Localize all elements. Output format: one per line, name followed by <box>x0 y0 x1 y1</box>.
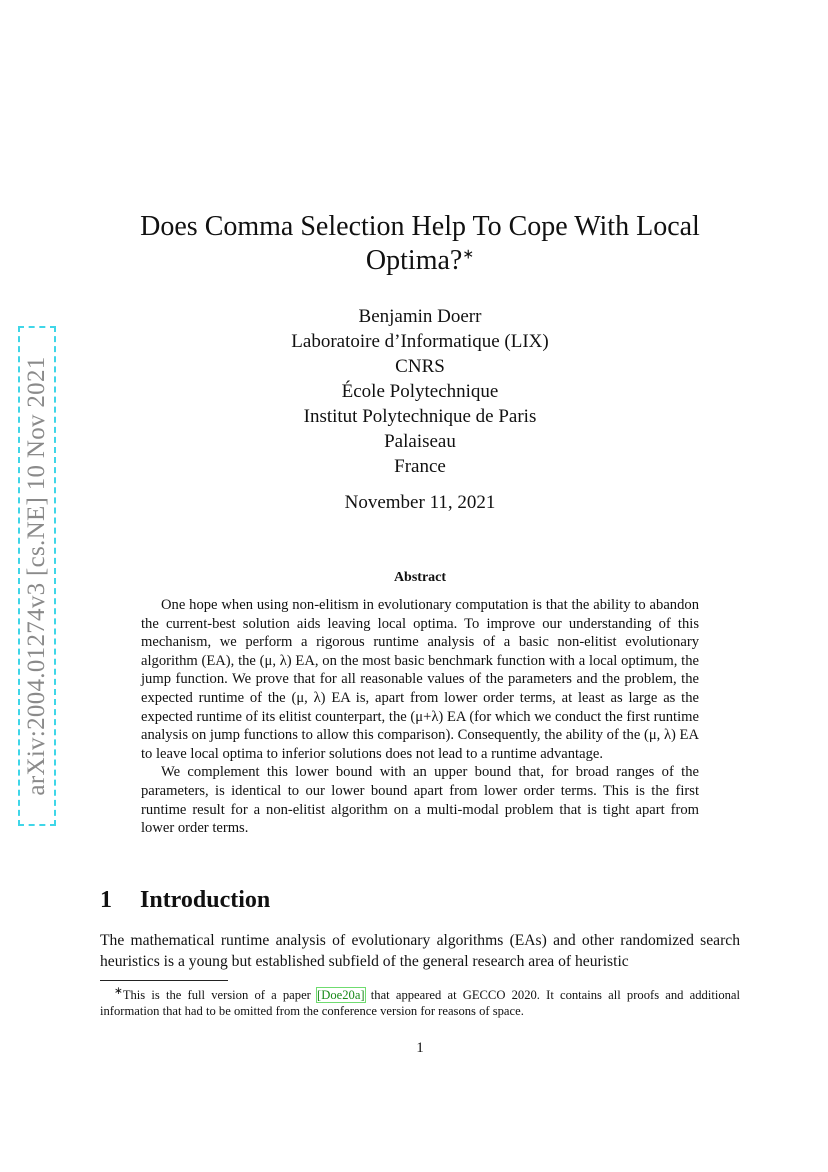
section-title: Introduction <box>140 887 271 913</box>
footnote-divider <box>100 980 228 981</box>
abstract-paragraph: We complement this lower bound with an upper bound that, for broad ranges of the parameters, is identical to our lower bound apart from lower order terms. This is the first runtime result for a non-elitist algorithm on a multi-modal problem that is tight apart from lower order terms. <box>141 764 699 837</box>
footnote-text-before: This is the full version of a paper <box>122 988 318 1003</box>
title-footnote-mark[interactable]: ∗ <box>462 247 475 263</box>
affiliation-line: École Polytechnique <box>341 381 499 402</box>
citation-link[interactable]: [Doe20a] <box>317 988 365 1003</box>
section-number: 1 <box>100 887 112 913</box>
footnote-text-after: that appeared at GECCO 2020. It contains all proofs and additional information that had to be omitted from the conference version for reasons of space. <box>100 988 740 1019</box>
author-name: Benjamin Doerr <box>358 306 482 327</box>
abstract-body <box>141 596 699 838</box>
affiliation-line: Palaiseau <box>384 431 456 452</box>
title-line-1: Does Comma Selection Help To Cope With Local <box>140 211 700 242</box>
title-line-2: Optima? <box>365 245 463 276</box>
section-heading <box>100 887 270 914</box>
footnote-mark: ∗ <box>114 986 123 997</box>
abstract-paragraph: One hope when using non-elitism in evolutionary computation is that the ability to abandon the current-best solution aids leaving local optima. To improve our understanding of this mechanism, we perform a rigorous runtime analysis of a basic non-elitist evolutionary algorithm (EA), the (μ, λ) EA, on the most basic benchmark function with a local optimum, the jump function. We prove that for all reasonable values of the parameters and the problem, the expected runtime of the (μ, λ) EA is, apart from lower order terms, at least as large as the expected runtime of its elitist counterpart, the (μ+λ) EA (for which we conduct the first runtime analysis on jump functions to allow this comparison). Consequently, the ability of the (μ, λ) EA to leave local optima to inferior solutions does not lead to a runtime advantage. <box>141 597 699 762</box>
author-block <box>100 304 740 479</box>
arxiv-stamp[interactable] <box>18 326 56 826</box>
arxiv-identifier: arXiv:2004.01274v3 [cs.NE] 10 Nov 2021 <box>23 356 50 796</box>
affiliation-line: France <box>394 456 446 477</box>
affiliation-line: Laboratoire d’Informatique (LIX) <box>291 331 549 352</box>
affiliation-line: CNRS <box>395 356 445 377</box>
intro-paragraph: The mathematical runtime analysis of evolutionary algorithms (EAs) and other randomized search heuristics is a young but established subfield of the general research area of heuristic <box>100 932 740 970</box>
paper-date: November 11, 2021 <box>344 492 496 513</box>
paper-title <box>100 210 740 278</box>
affiliation-line: Institut Polytechnique de Paris <box>303 406 537 427</box>
abstract-heading: Abstract <box>393 570 447 585</box>
page-number: 1 <box>416 1040 424 1056</box>
intro-body <box>100 930 740 972</box>
footnote <box>100 984 740 1019</box>
